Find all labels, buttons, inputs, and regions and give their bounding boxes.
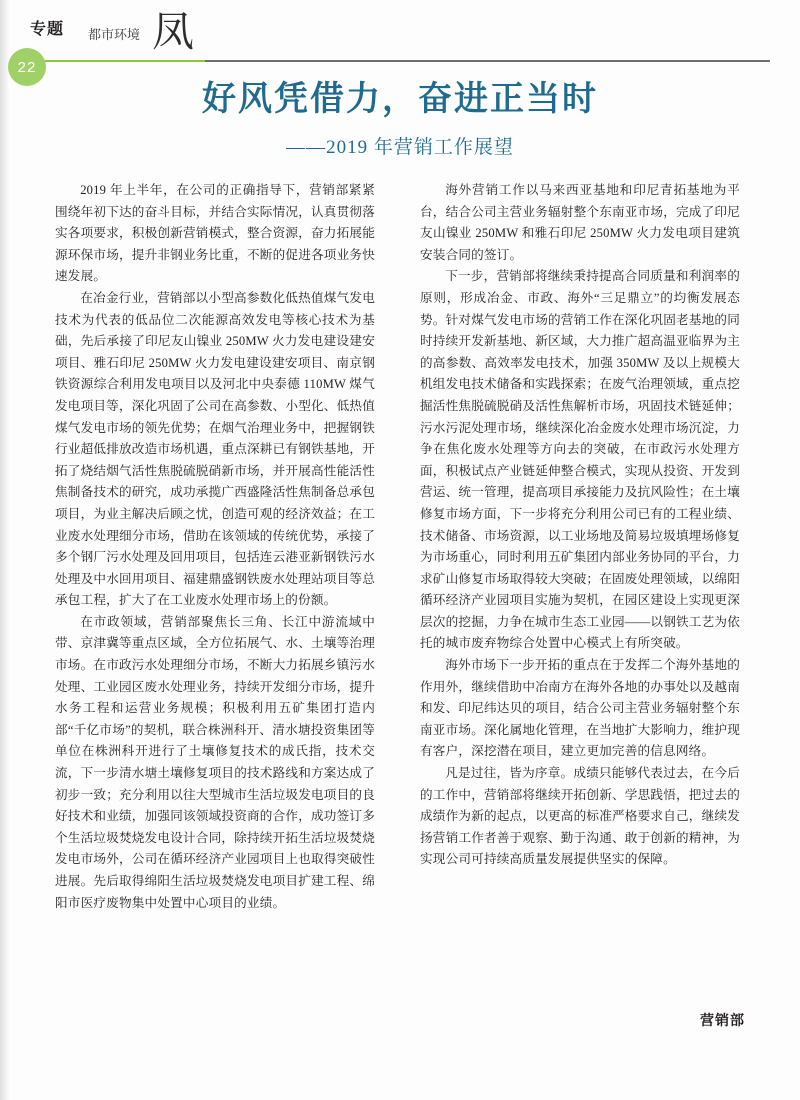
page-title: 好风凭借力，奋进正当时 — [202, 81, 598, 118]
header-divider-accent — [30, 60, 205, 62]
magazine-name: 都市环境 — [88, 27, 141, 42]
article-body — [55, 180, 745, 1050]
article-signature: 营销部 — [700, 1012, 745, 1028]
page-subtitle: ——2019 年营销工作展望 — [286, 137, 514, 158]
column-right — [420, 180, 740, 871]
page-edge-shadow — [0, 0, 10, 1100]
paragraph: 2019 年上半年，在公司的正确指导下，营销部紧紧围绕年初下达的奋斗目标，并结合实际情况，认真贯彻落实各项要求，积极创新营销模式，整合资源，奋力拓展能源环保市场，提升非钢业务比重，不断的促进各项业务快速发展。 — [55, 183, 375, 284]
page-number-badge: 22 — [8, 48, 46, 86]
page-header — [0, 0, 800, 72]
paragraph: 下一步，营销部将继续秉持提高合同质量和利润率的原则，形成冶金、市政、海外“三足鼎立”的均衡发展态势。针对煤气发电市场的营销工作在深化巩固老基地的同时持续开发新基地、新区域，大力推广超高温亚临界为主的高参数、高效率发电技术，加强 350MW 及以上规模大机组发电技术储备和实践探索；在废气治理领域，重点挖掘活性焦脱硫脱硝及活性焦解析市场，巩固技术链延伸；污水污泥处理市场，继续深化冶金废水处理市场沉淀，力争在焦化废水处理等方向去的突破，在市政污水处理方面，积极试点产业链延伸整合模式，实现从投资、开发到营运、统一管理，提高项目承接能力及抗风险性；在土壤修复市场方面，下一步将充分利用公司已有的工程业绩、技术储备、市场资源，以工业场地及简易垃圾填埋场修复为市场重心，同时利用五矿集团内部业务协同的平台，力求矿山修复市场取得较大突破；在固废处理领域，以绵阳循环经济产业园项目实施为契机，在园区建设上实现更深层次的挖掘，力争在城市生态工业园——以钢铁工艺为依托的城市废弃物综合处置中心模式上有所突破。 — [420, 269, 740, 651]
column-left — [55, 180, 375, 914]
magazine-logo-icon: 凤 — [151, 10, 194, 56]
paragraph: 海外市场下一步开拓的重点在于发挥二个海外基地的作用外，继续借助中冶南方在海外各地的办事处以及越南和发、印尼纬达贝的项目，结合公司主营业务辐射整个东南亚市场。深化属地化管理，在当地扩大影响力，维护现有客户，深挖潜在项目，建立更加完善的信息网络。 — [420, 658, 740, 759]
paragraph: 凡是过往，皆为序章。成绩只能够代表过去，在今后的工作中，营销部将继续开拓创新、学思践悟，把过去的成绩作为新的起点，以更高的标准严格要求自己，继续发扬营销工作者善于观察、勤于沟通、敢于创新的精神，为实现公司可持续高质量发展提供坚实的保障。 — [420, 766, 740, 867]
paragraph: 海外营销工作以马来西亚基地和印尼青拓基地为平台，结合公司主营业务辐射整个东南亚市场，完成了印尼友山镍业 250MW 和雅石印尼 250MW 火力发电项目建筑安装合同的签订。 — [420, 183, 740, 262]
title-block — [0, 78, 800, 159]
paragraph: 在冶金行业，营销部以小型高参数化低热值煤气发电技术为代表的低品位二次能源高效发电等核心技术为基础，先后承接了印尼友山镍业 250MW 火力发电建设建安项目、雅石印尼 250MW 火力发电建设建安项目、南京钢铁资源综合利用发电项目以及河北中央泰德 110MW 煤气发电项目等，深化巩固了公司在高参数、小型化、低热值煤气发电市场的领先优势；在烟气治理业务中，把握钢铁行业超低排放改造市场机遇，重点深耕已有钢铁基地，开拓了烧结烟气活性焦脱硫脱硝新市场，并开展高性能活性焦制备技术的研究，成功承揽广西盛隆活性焦制备总承包项目，为业主解决后顾之忧，创造可观的经济效益；在工业废水处理细分市场，借助在该领域的传统优势，承接了多个钢厂污水处理及回用项目，包括连云港亚新钢铁污水处理及中水回用项目、福建鼎盛钢铁废水处理站项目等总承包工程，扩大了在工业废水处理市场上的份额。 — [55, 290, 375, 608]
paragraph: 在市政领域，营销部聚焦长三角、长江中游流域中带、京津冀等重点区域，全方位拓展气、水、土壤等治理市场。在市政污水处理细分市场，不断大力拓展乡镇污水处理、工业园区废水处理业务，持续开发细分市场，提升水务工程和运营业务规模；积极利用五矿集团打造内部“千亿市场”的契机，联合株洲科开、清水塘投资集团等单位在株洲科开进行了土壤修复技术的成氏指，技术交流，下一步清水塘土壤修复项目的技术路线和方案达成了初步一致；充分利用以往大型城市生活垃圾发电项目的良好技术和业绩，加强同该领域投资商的合作，成功签订多个生活垃圾焚烧发电设计合同，除持续开拓生活垃圾焚烧发电市场外，公司在循环经济产业园项目上也取得突破性进展。先后取得绵阳生活垃圾焚烧发电项目扩建工程、绵阳市医疗废物集中处置中心项目的业绩。 — [55, 614, 375, 910]
section-label: 专题 — [30, 21, 65, 38]
